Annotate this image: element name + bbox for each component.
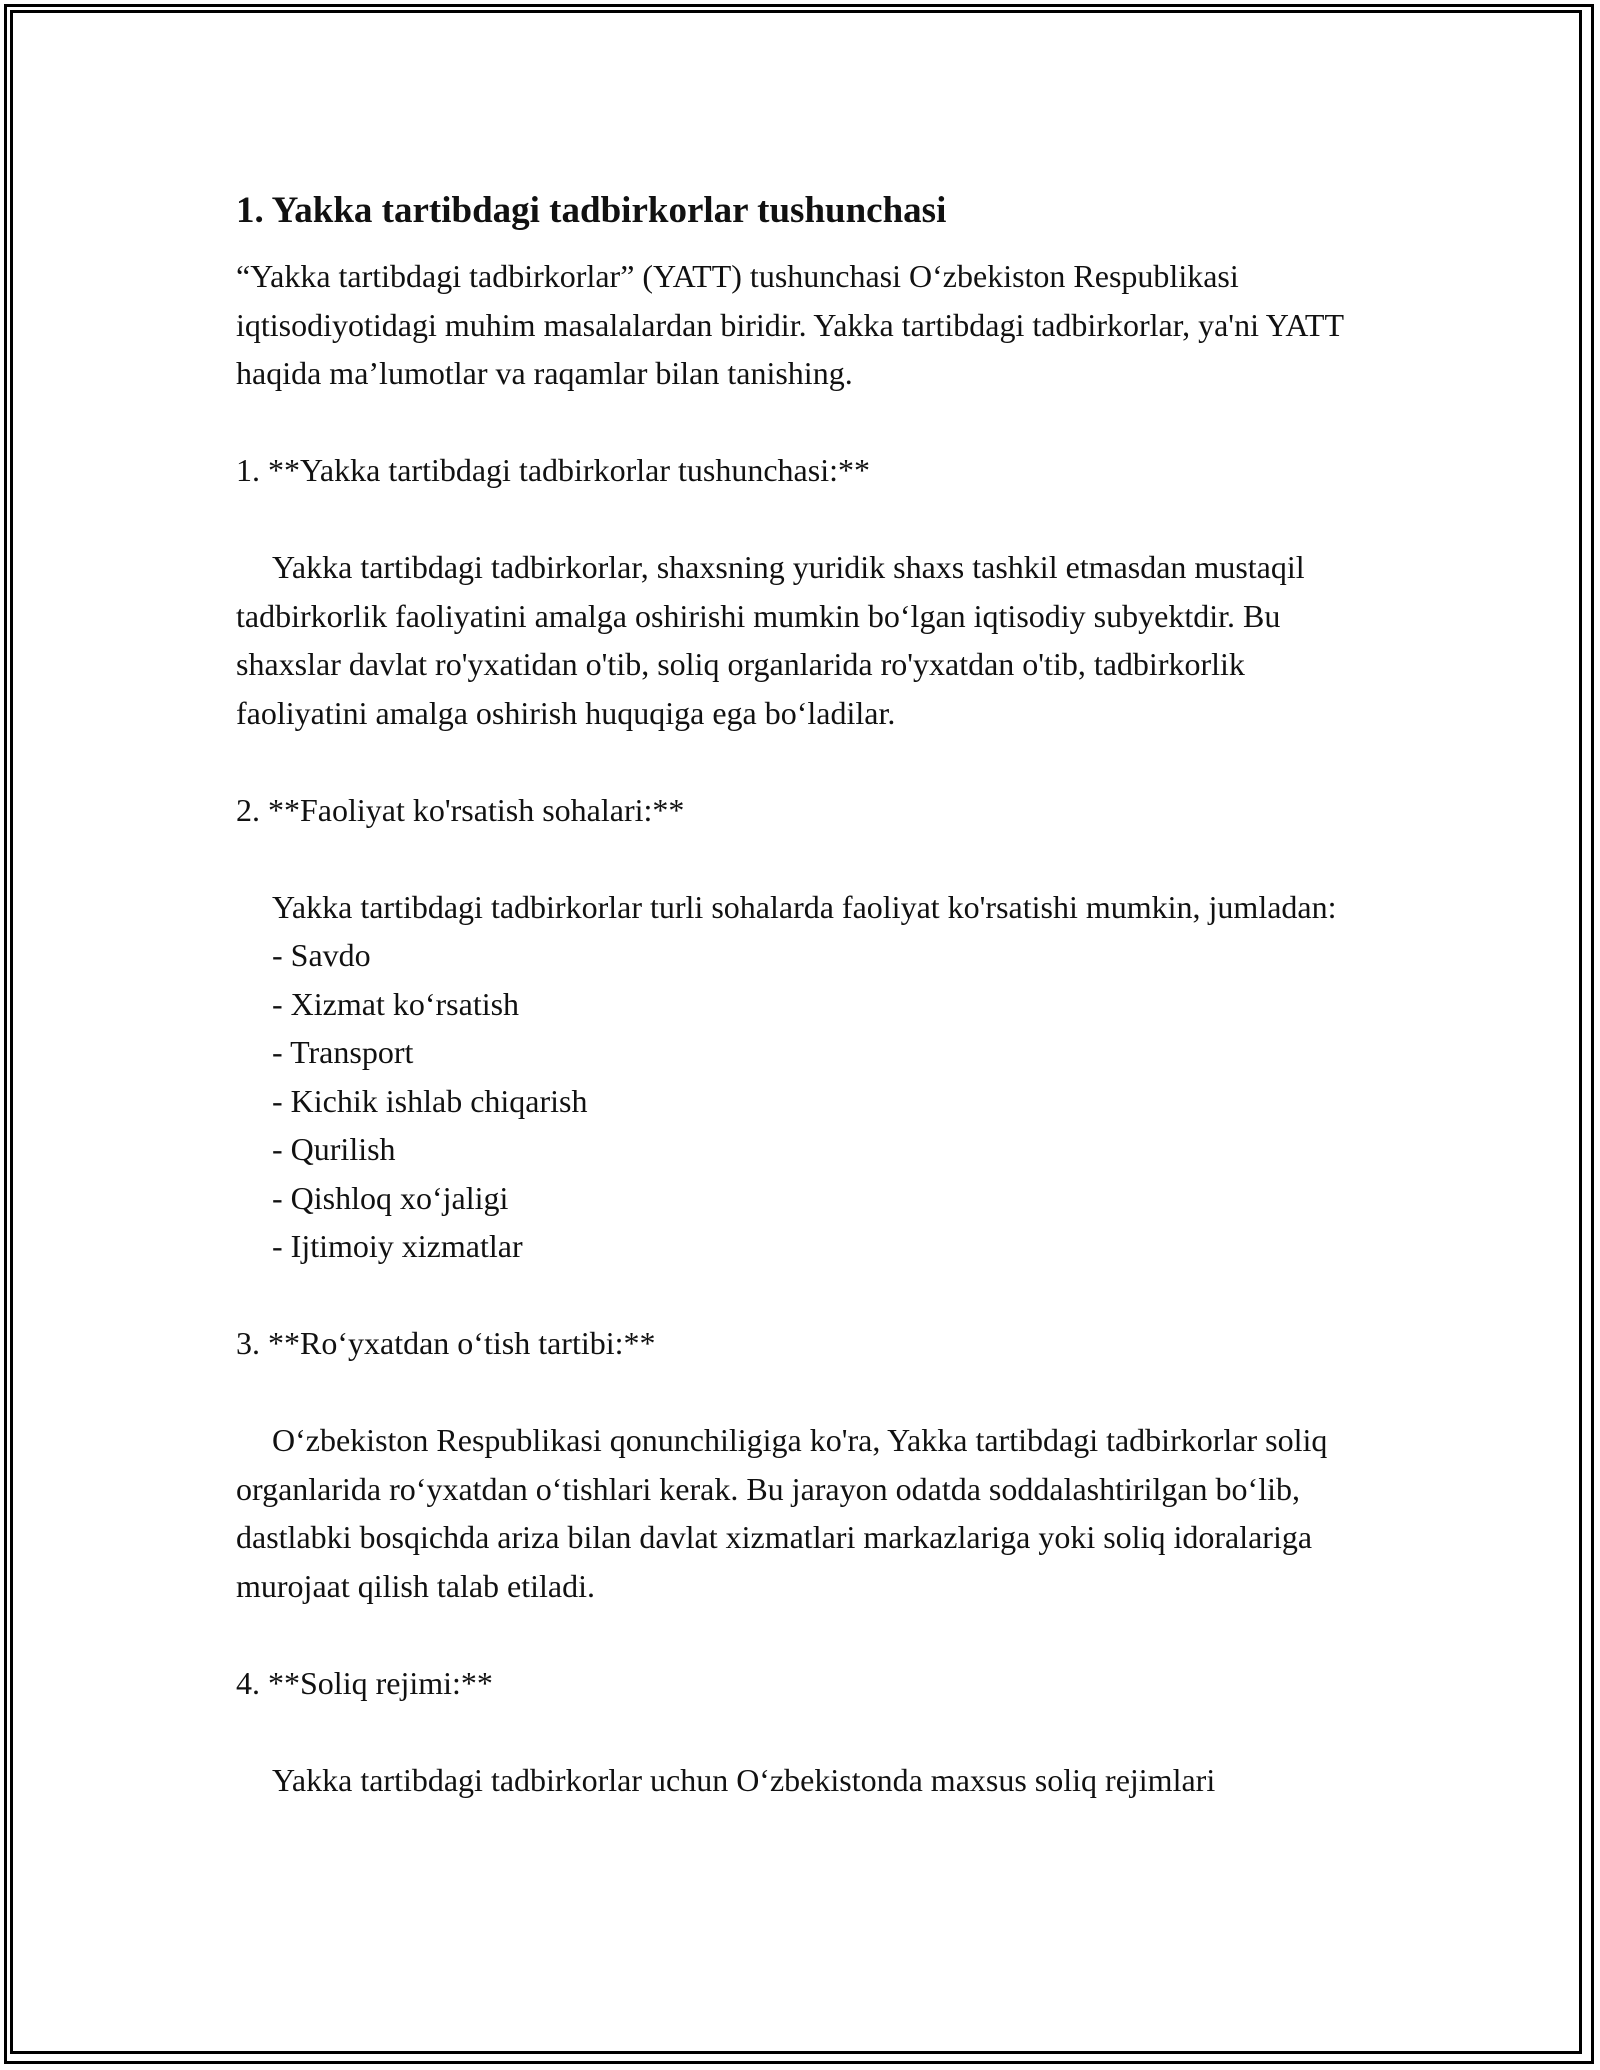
activity-list bbox=[236, 931, 1366, 1271]
section-body bbox=[236, 883, 1366, 932]
section-body bbox=[236, 1756, 1366, 1805]
section-body bbox=[236, 543, 1366, 737]
spacer bbox=[236, 1368, 1366, 1417]
page-title: 1. Yakka tartibdagi tadbirkorlar tushunchasi bbox=[236, 190, 947, 231]
list-item: - Kichik ishlab chiqarish bbox=[272, 1082, 588, 1119]
spacer bbox=[236, 1707, 1366, 1756]
section-title: 3. **Ro‘yxatdan o‘tish tartibi:** bbox=[236, 1325, 656, 1361]
list-item: - Savdo bbox=[272, 937, 371, 973]
section-title: 4. **Soliq rejimi:** bbox=[236, 1664, 493, 1701]
section-title: 1. **Yakka tartibdagi tadbirkorlar tushunchasi:** bbox=[236, 452, 870, 488]
list-item: - Qurilish bbox=[272, 1131, 396, 1167]
spacer bbox=[236, 398, 1366, 447]
section-body-text: O‘zbekiston Respublikasi qonunchiligiga ko'ra, Yakka tartibdagi tadbirkorlar soliq organlarida ro‘yxatdan o‘tishlari kerak. Bu jarayon odatda soddalashtirilgan bo‘lib, dastlabki bosqichda ariza bilan davlat xizmatlari markazlariga yoki soliq idoralariga murojaat qilish talab etiladi. bbox=[236, 1422, 1336, 1604]
spacer bbox=[236, 1610, 1366, 1659]
section-body-text: Yakka tartibdagi tadbirkorlar turli sohalarda faoliyat ko'rsatishi mumkin, jumladan: bbox=[272, 888, 1337, 925]
list-item: - Qishloq xo‘jaligi bbox=[272, 1179, 509, 1216]
document-body bbox=[236, 186, 1366, 1804]
section-body-text: Yakka tartibdagi tadbirkorlar, shaxsning yuridik shaxs tashkil etmasdan mustaqil tadbirkorlik faoliyatini amalga oshirishi mumkin bo‘lgan iqtisodiy subyektdir. Bu shaxslar davlat ro'yxatidan o'tib, soliq organlarida ro'yxatdan o'tib, tadbirkorlik faoliyatini amalga oshirish huquqiga ega bo‘ladilar. bbox=[236, 549, 1313, 731]
spacer bbox=[236, 737, 1366, 786]
intro-paragraph: “Yakka tartibdagi tadbirkorlar” (YATT) tushunchasi O‘zbekiston Respublikasi iqtisodiyotidagi muhim masalalardan biridir. Yakka tartibdagi tadbirkorlar, ya'ni YATT haqida ma’lumotlar va raqamlar bilan tanishing. bbox=[236, 258, 1352, 391]
section-body bbox=[236, 1416, 1366, 1610]
list-item: - Transport bbox=[272, 1034, 414, 1070]
list-item: - Ijtimoiy xizmatlar bbox=[272, 1228, 523, 1264]
spacer bbox=[236, 1271, 1366, 1320]
spacer bbox=[236, 495, 1366, 544]
section-body-text: Yakka tartibdagi tadbirkorlar uchun O‘zbekistonda maxsus soliq rejimlari bbox=[272, 1761, 1216, 1798]
section-title: 2. **Faoliyat ko'rsatish sohalari:** bbox=[236, 791, 685, 828]
spacer bbox=[236, 834, 1366, 883]
list-item: - Xizmat ko‘rsatish bbox=[272, 985, 520, 1022]
